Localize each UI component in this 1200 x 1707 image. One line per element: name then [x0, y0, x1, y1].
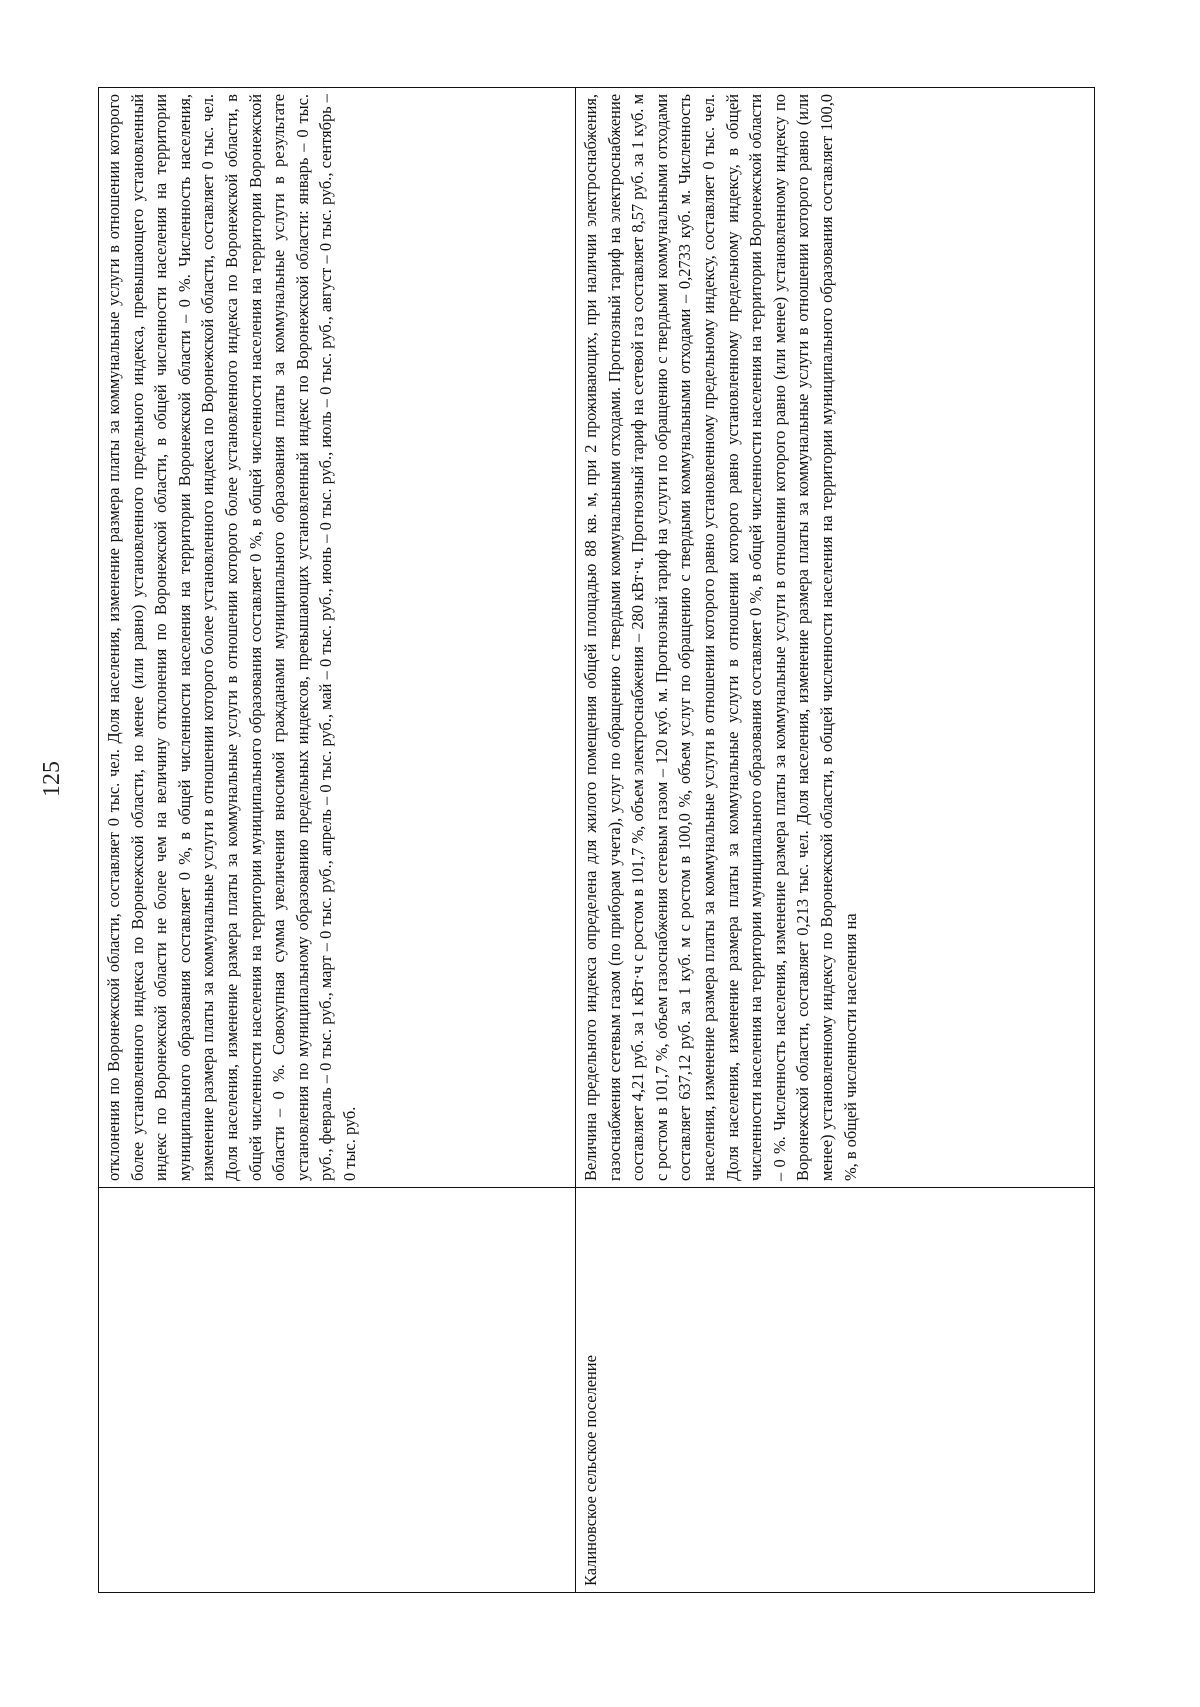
table-region: [98, 88, 1094, 1593]
table-row: [99, 88, 576, 1593]
rotated-table-container: [98, 88, 1094, 1593]
tariff-index-table: [98, 87, 1095, 1593]
description-cell: Величина предельного индекса определена для жилого помещения общей площадью 88 кв. м, при 2 проживающих, при наличии электроснабжения, газоснабжения сетевым газом (по приборам учета), услуг по обращению с твердыми коммунальными отходами. Прогнозный тариф на электроснабжение составляет 4,21 руб. за 1 кВт·ч с ростом в 101,7 %, объем электроснабжения – 280 кВт·ч. Прогнозный тариф на сетевой газ составляет 8,57 руб. за 1 куб. м с ростом в 101,7 %, объем газоснабжения сетевым газом – 120 куб. м. Прогнозный тариф на услуги по обращению с твердыми коммунальными отходами составляет 637,12 руб. за 1 куб. м с ростом в 100,0 %, объем услуг по обращению с твердыми коммунальными отходами – 0,2733 куб. м. Численность населения, изменение размера платы за коммунальные услуги в отношении которого равно установленному предельному индексу, составляет 0 тыс. чел. Доля населения, изменение размера платы за коммунальные услуги в отношении которого равно установленному предельному индексу, в общей численности населения на территории муниципального образования составляет 0 %, в общей численности населения на территории Воронежской области – 0 %. Численность населения, изменение размера платы за коммунальные услуги в отношении которого равно (или менее) установленному индексу по Воронежской области, составляет 0,213 тыс. чел. Доля населения, изменение размера платы за коммунальные услуги в отношении которого равно (или менее) установленному индексу по Воронежской области, в общей численности населения на территории муниципального образования составляет 100,0 %, в общей численности населения на: [576, 88, 1095, 1188]
municipality-cell: Калиновское сельское поселение: [576, 1188, 1095, 1593]
description-cell: отклонения по Воронежской области, составляет 0 тыс. чел. Доля населения, изменение размера платы за коммунальные услуги в отношении которого более установленного индекса по Воронежской области, но менее (или равно) установленного предельного индекса, превышающего установленный индекс по Воронежской области не более чем на величину отклонения по Воронежской области, в общей численности населения на территории муниципального образования составляет 0 %, в общей численности населения на территории Воронежской области – 0 %. Численность населения, изменение размера платы за коммунальные услуги в отношении которого более установленного индекса по Воронежской области, составляет 0 тыс. чел. Доля населения, изменение размера платы за коммунальные услуги в отношении которого более установленного индекса по Воронежской области, в общей численности населения на территории муниципального образования составляет 0 %, в общей численности населения на территории Воронежской области – 0 %. Совокупная сумма увеличения вносимой гражданами муниципального образования платы за коммунальные услуги в результате установления по муниципальному образованию предельных индексов, превышающих установленный индекс по Воронежской области: январь – 0 тыс. руб., февраль – 0 тыс. руб., март – 0 тыс. руб., апрель – 0 тыс. руб., май – 0 тыс. руб., июнь – 0 тыс. руб., июль – 0 тыс. руб., август – 0 тыс. руб., сентябрь – 0 тыс. руб.: [99, 88, 576, 1188]
municipality-cell: [99, 1188, 576, 1593]
table-row: [576, 88, 1095, 1593]
page-number: 125: [39, 761, 65, 797]
